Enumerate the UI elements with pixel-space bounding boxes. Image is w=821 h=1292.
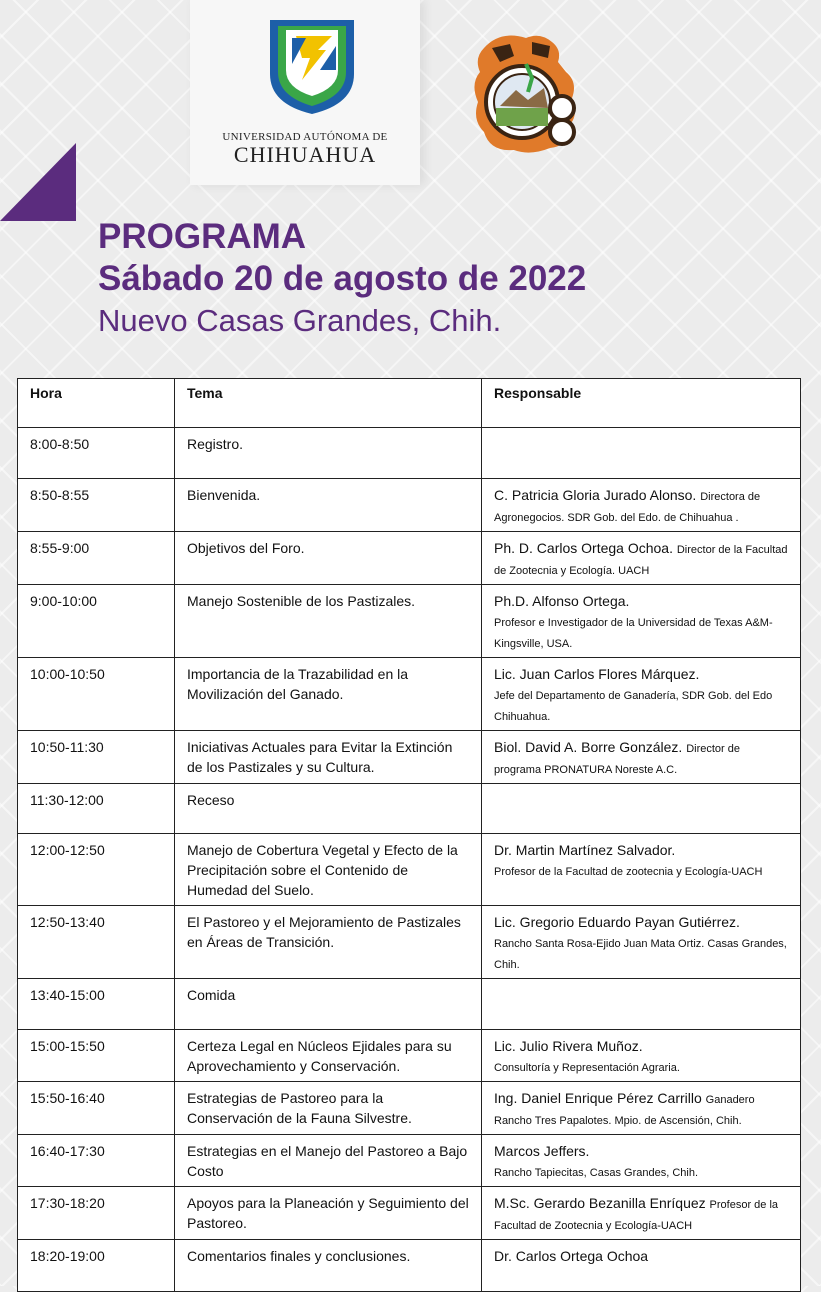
cell-responsable <box>482 428 801 479</box>
cell-responsable <box>482 585 801 658</box>
cell-responsable <box>482 906 801 979</box>
cell-tema: Importancia de la Trazabilidad en la Movilización del Ganado. <box>175 658 482 731</box>
cell-tema: Certeza Legal en Núcleos Ejidales para su Aprovechamiento y Conservación. <box>175 1030 482 1082</box>
program-title: PROGRAMA <box>98 217 307 256</box>
responsable-name: Ing. Daniel Enrique Pérez Carrillo <box>494 1090 702 1106</box>
university-name-line2: CHIHUAHUA <box>233 142 377 167</box>
cell-tema: Comida <box>175 979 482 1030</box>
cell-hora: 10:50-11:30 <box>18 731 175 784</box>
table-row <box>18 979 801 1030</box>
cell-tema: Comentarios finales y conclusiones. <box>175 1240 482 1292</box>
cell-tema: Apoyos para la Planeación y Seguimiento del Pastoreo. <box>175 1187 482 1240</box>
cell-hora: 17:30-18:20 <box>18 1187 175 1240</box>
cell-tema: Registro. <box>175 428 482 479</box>
cell-hora: 15:00-15:50 <box>18 1030 175 1082</box>
cell-responsable <box>482 1187 801 1240</box>
cell-hora: 18:20-19:00 <box>18 1240 175 1292</box>
table-row <box>18 731 801 784</box>
title-block <box>98 216 586 342</box>
responsable-desc: Profesor de la Facultad de Zootecnia y Ecología-UACH <box>494 1199 779 1232</box>
program-table <box>17 378 801 1292</box>
responsable-name: C. Patricia Gloria Jurado Alonso. <box>494 487 697 503</box>
table-header-row <box>18 379 801 428</box>
cell-hora: 13:40-15:00 <box>18 979 175 1030</box>
cell-tema: Objetivos del Foro. <box>175 532 482 585</box>
responsable-name: M.Sc. Gerardo Bezanilla Enríquez <box>494 1195 706 1211</box>
responsable-desc: Ganadero Rancho Tres Papalotes. Mpio. de Ascensión, Chih. <box>494 1094 755 1127</box>
cell-responsable <box>482 479 801 532</box>
table-row <box>18 1187 801 1240</box>
event-location: Nuevo Casas Grandes, Chih. <box>98 303 502 338</box>
responsable-name: Dr. Carlos Ortega Ochoa <box>494 1248 649 1264</box>
cell-hora: 11:30-12:00 <box>18 784 175 834</box>
responsable-name: Lic. Juan Carlos Flores Márquez. <box>494 666 700 682</box>
responsable-desc: Jefe del Departamento de Ganadería, SDR Gob. del Edo Chihuahua. <box>494 690 773 723</box>
cell-tema: Manejo Sostenible de los Pastizales. <box>175 585 482 658</box>
table-row <box>18 1135 801 1187</box>
cell-responsable <box>482 1135 801 1187</box>
responsable-desc: Consultoría y Representación Agraria. <box>494 1062 680 1074</box>
cell-hora: 16:40-17:30 <box>18 1135 175 1187</box>
cell-responsable <box>482 784 801 834</box>
decorative-triangle <box>0 143 76 221</box>
table-row <box>18 479 801 532</box>
cell-responsable <box>482 731 801 784</box>
responsable-desc: Rancho Santa Rosa-Ejido Juan Mata Ortiz. Casas Grandes, Chih. <box>494 938 787 971</box>
cell-responsable <box>482 658 801 731</box>
cell-responsable <box>482 1082 801 1135</box>
responsable-desc: Director de programa PRONATURA Noreste A.C. <box>494 743 740 776</box>
cell-responsable <box>482 834 801 906</box>
cell-hora: 8:00-8:50 <box>18 428 175 479</box>
responsable-desc: Profesor de la Facultad de zootecnia y Ecología-UACH <box>494 866 763 878</box>
table-row <box>18 784 801 834</box>
uach-shield-logo <box>262 16 362 116</box>
cell-tema: Bienvenida. <box>175 479 482 532</box>
responsable-name: Biol. David A. Borre González. <box>494 739 683 755</box>
table-row <box>18 532 801 585</box>
cell-hora: 15:50-16:40 <box>18 1082 175 1135</box>
cell-tema: Receso <box>175 784 482 834</box>
cell-responsable <box>482 1240 801 1292</box>
responsable-desc: Rancho Tapiecitas, Casas Grandes, Chih. <box>494 1167 699 1179</box>
university-name-line1: UNIVERSIDAD AUTÓNOMA DE <box>222 131 388 143</box>
cell-hora: 8:50-8:55 <box>18 479 175 532</box>
faculty-seal-logo <box>470 28 582 158</box>
cell-responsable <box>482 532 801 585</box>
table-row <box>18 1082 801 1135</box>
cell-responsable <box>482 979 801 1030</box>
table-row <box>18 658 801 731</box>
responsable-name: Ph. D. Carlos Ortega Ochoa. <box>494 540 673 556</box>
table-row <box>18 1030 801 1082</box>
cell-hora: 8:55-9:00 <box>18 532 175 585</box>
column-header-responsable: Responsable <box>482 379 801 428</box>
responsable-desc: Profesor e Investigador de la Universidad de Texas A&M-Kingsville, USA. <box>494 617 773 650</box>
cell-hora: 12:50-13:40 <box>18 906 175 979</box>
cell-tema: Estrategias de Pastoreo para la Conservación de la Fauna Silvestre. <box>175 1082 482 1135</box>
table-row <box>18 1240 801 1292</box>
table-row <box>18 834 801 906</box>
cell-responsable <box>482 1030 801 1082</box>
responsable-desc: Director de la Facultad de Zootecnia y Ecología. UACH <box>494 544 788 577</box>
cell-hora: 9:00-10:00 <box>18 585 175 658</box>
table-row <box>18 428 801 479</box>
cell-hora: 10:00-10:50 <box>18 658 175 731</box>
table-row <box>18 585 801 658</box>
responsable-name: Ph.D. Alfonso Ortega. <box>494 593 630 609</box>
responsable-desc: Directora de Agronegocios. SDR Gob. del Edo. de Chihuahua . <box>494 491 761 524</box>
column-header-hora: Hora <box>18 379 175 428</box>
cell-tema: El Pastoreo y el Mejoramiento de Pastizales en Áreas de Transición. <box>175 906 482 979</box>
cell-tema: Manejo de Cobertura Vegetal y Efecto de la Precipitación sobre el Contenido de Humedad del Suelo. <box>175 834 482 906</box>
responsable-name: Marcos Jeffers. <box>494 1143 590 1159</box>
responsable-name: Dr. Martin Martínez Salvador. <box>494 842 676 858</box>
cell-tema: Estrategias en el Manejo del Pastoreo a Bajo Costo <box>175 1135 482 1187</box>
cell-hora: 12:00-12:50 <box>18 834 175 906</box>
responsable-name: Lic. Gregorio Eduardo Payan Gutiérrez. <box>494 914 740 930</box>
cell-tema: Iniciativas Actuales para Evitar la Extinción de los Pastizales y su Cultura. <box>175 731 482 784</box>
responsable-name: Lic. Julio Rivera Muñoz. <box>494 1038 643 1054</box>
table-row <box>18 906 801 979</box>
column-header-tema: Tema <box>175 379 482 428</box>
event-date: Sábado 20 de agosto de 2022 <box>98 259 587 298</box>
